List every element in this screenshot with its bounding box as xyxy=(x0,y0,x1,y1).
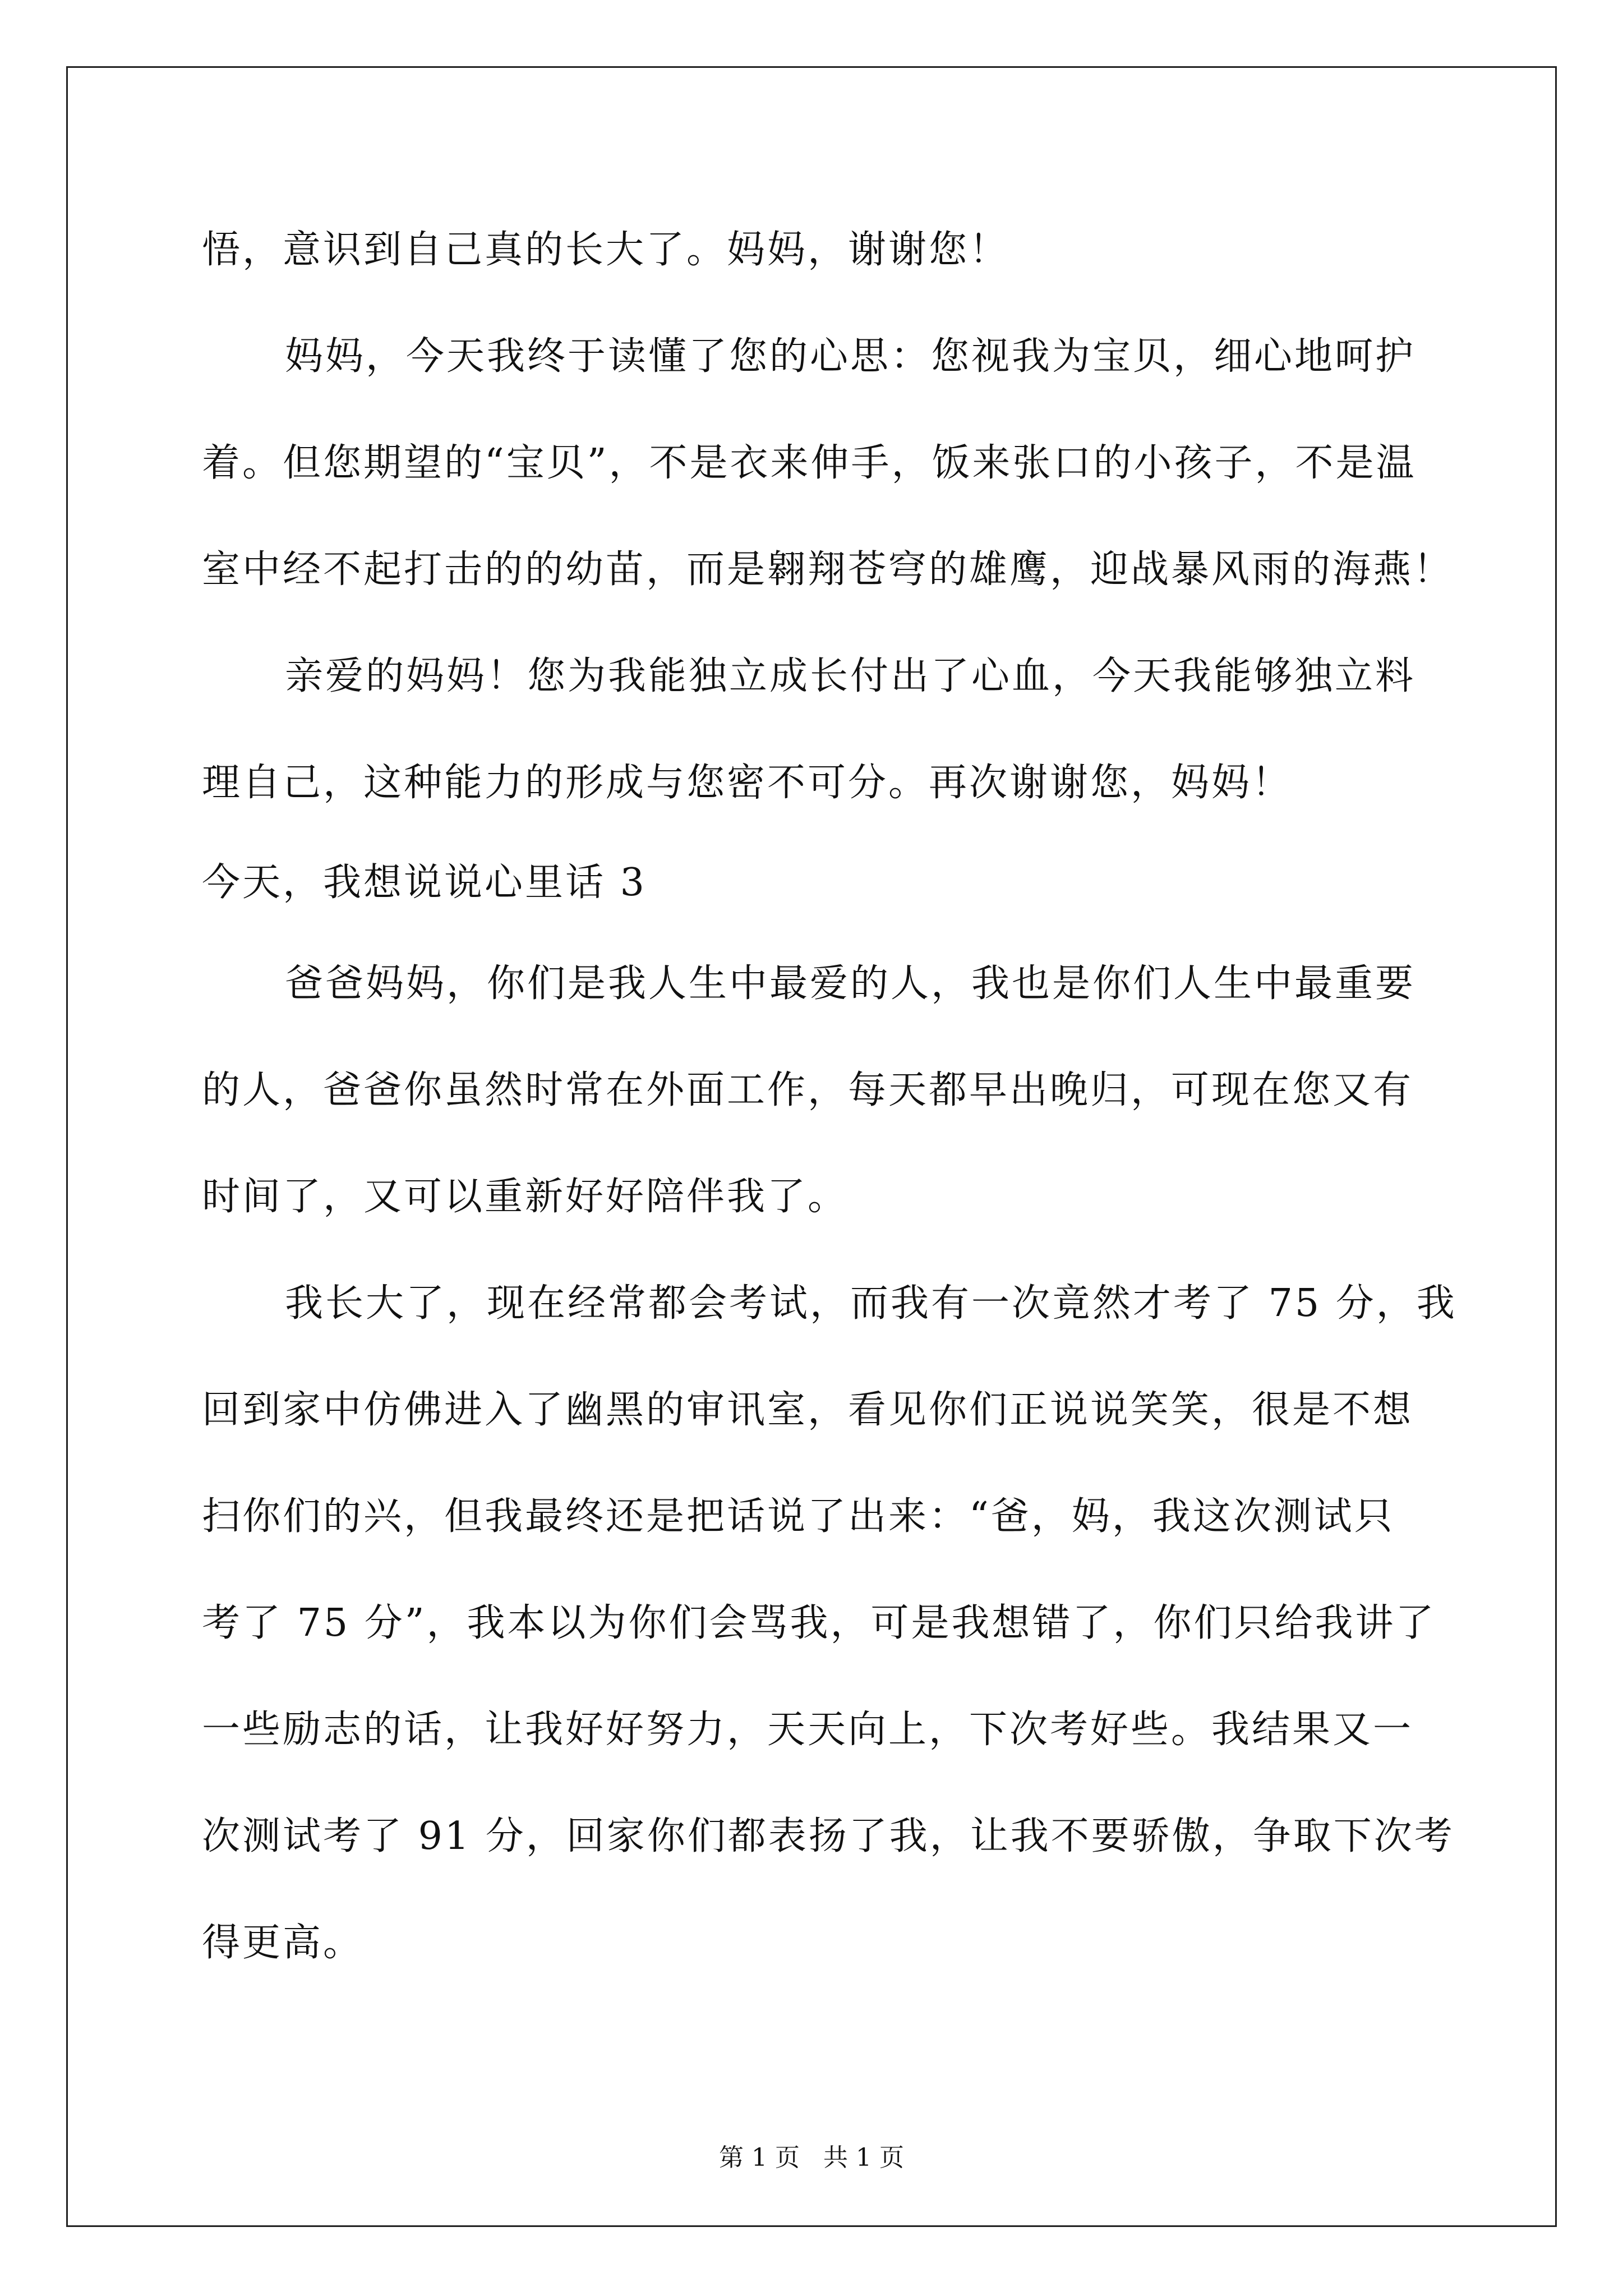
text-line: 室中经不起打击的的幼苗，而是翱翔苍穹的雄鹰，迎战暴风雨的海燕！ xyxy=(202,547,1454,592)
text-line: 回到家中仿佛进入了幽黑的审讯室，看见你们正说说笑笑，很是不想 xyxy=(202,1388,1414,1432)
text-line: 我长大了，现在经常都会考试，而我有一次竟然才考了 75 分，我 xyxy=(285,1281,1457,1326)
section-heading: 今天，我想说说心里话 3 xyxy=(202,861,647,905)
text-line: 得更高。 xyxy=(202,1921,364,1965)
text-line: 考了 75 分”，我本以为你们会骂我，可是我想错了，你们只给我讲了 xyxy=(202,1601,1436,1645)
text-line: 妈妈，今天我终于读懂了您的心思：您视我为宝贝，细心地呵护 xyxy=(285,334,1416,379)
text-line: 扫你们的兴，但我最终还是把话说了出来：“爸，妈，我这次测试只 xyxy=(202,1494,1395,1539)
text-line: 亲爱的妈妈！您为我能独立成长付出了心血，今天我能够独立料 xyxy=(285,654,1416,698)
page-footer: 第 1 页 共 1 页 xyxy=(719,2143,904,2172)
text-line: 次测试考了 91 分，回家你们都表扬了我，让我不要骄傲，争取下次考 xyxy=(202,1814,1455,1858)
text-line: 时间了，又可以重新好好陪伴我了。 xyxy=(202,1175,849,1219)
page-border xyxy=(66,66,1557,2227)
text-line: 理自己，这种能力的形成与您密不可分。再次谢谢您，妈妈！ xyxy=(202,761,1293,805)
text-line: 的人，爸爸你虽然时常在外面工作，每天都早出晚归，可现在您又有 xyxy=(202,1068,1414,1112)
text-line: 一些励志的话，让我好好努力，天天向上，下次考好些。我结果又一 xyxy=(202,1708,1414,1752)
text-line: 悟，意识到自己真的长大了。妈妈，谢谢您！ xyxy=(202,228,1010,272)
text-line: 爸爸妈妈，你们是我人生中最爱的人，我也是你们人生中最重要 xyxy=(285,961,1416,1006)
text-line: 着。但您期望的“宝贝”，不是衣来伸手，饭来张口的小孩子，不是温 xyxy=(202,441,1417,485)
